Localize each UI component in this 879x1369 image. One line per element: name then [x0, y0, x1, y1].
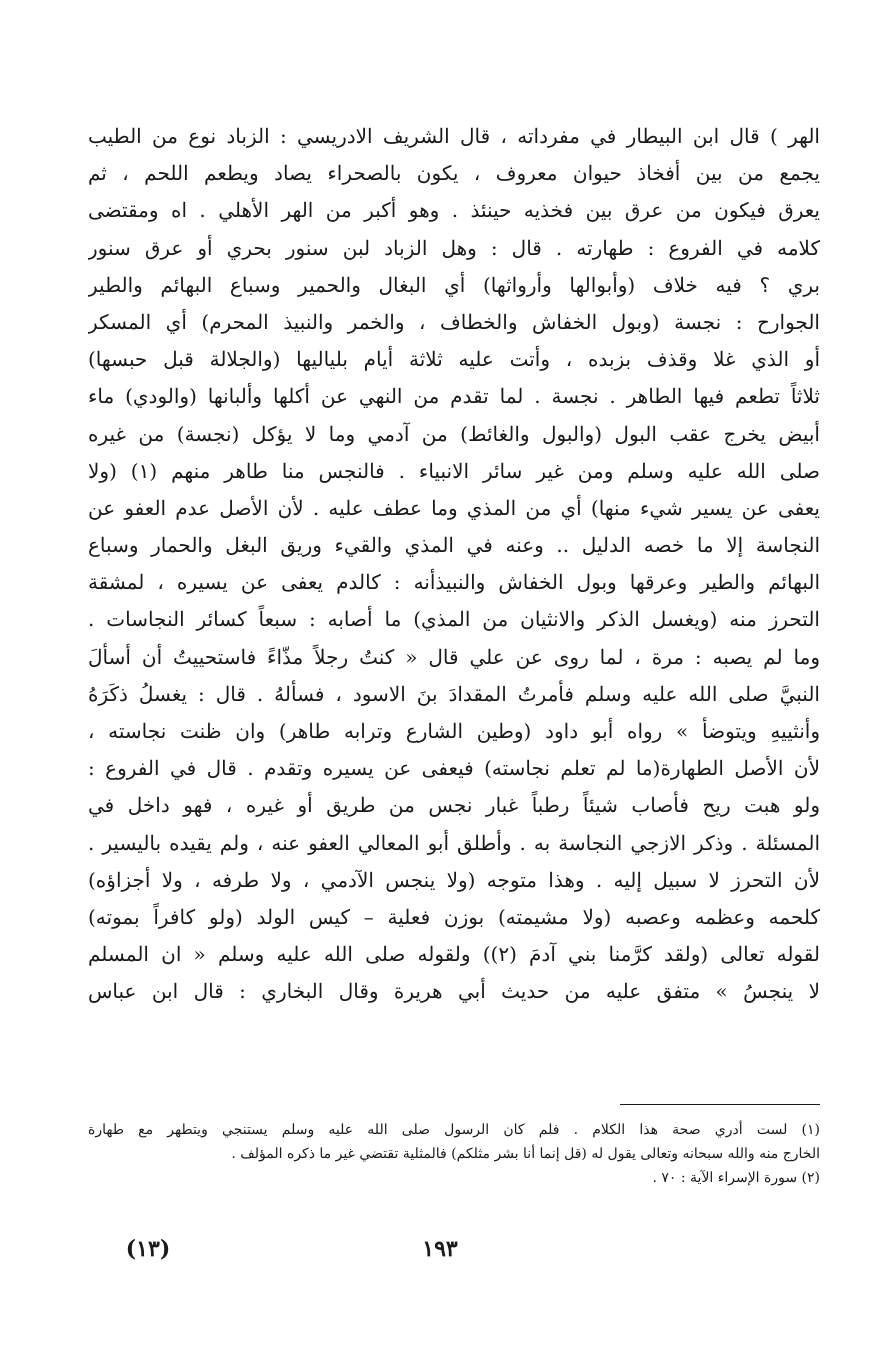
text-line: يعرق فيكون من عرق بين فخذيه حينئذ . وهو أكبر من الهر الأهلي . اه ومقتضى: [88, 198, 820, 223]
text-line: النجاسة إلا ما خصه الدليل .. وعنه في المذي والقيء وريق البغل والحمار وسباع: [88, 533, 820, 558]
text-line: لقوله تعالى (ولقد كرَّمنا بني آدمَ (٢)) ولقوله صلى الله عليه وسلم « ان المسلم: [88, 942, 820, 967]
text-line: التحرز منه (ويغسل الذكر والانثيان من المذي) ما أصابه : سبعاً كسائر النجاسات .: [88, 607, 820, 632]
text-line: لأن الأصل الطهارة(ما لم تعلم نجاسته) فيعفى عن يسيره وتقدم . قال في الفروع :: [88, 756, 820, 781]
footnote-divider: [620, 1104, 820, 1105]
footnotes: [88, 1118, 820, 1190]
text-line: وما لم يصبه : مرة ، لما روى عن علي قال « كنتُ رجلاً مذّاءً فاستحييتُ أن أسألَ: [88, 644, 820, 669]
text-line: أبيض يخرج عقب البول (والبول والغائط) من آدمي وما لا يؤكل (نجسة) من غيره: [88, 421, 820, 446]
text-line: ولو هبت ريح فأصاب شيئاً رطباً غبار نجس من طريق أو غيره ، فهو داخل في: [88, 793, 820, 818]
text-line: يجمع من بين أفخاذ حيوان معروف ، يكون بالصحراء يصاد ويطعم اللحم ، ثم: [88, 161, 820, 186]
text-line: وأنثييهِ ويتوضأ » رواه أبو داود (وطين الشارع وترابه طاهر) وان ظنت نجاسته ،: [88, 719, 820, 743]
text-line: ثلاثاً تطعم فيها الطاهر . نجسة . لما تقدم من النهي عن أكلها وألبانها (والودي) ماء: [88, 384, 820, 409]
text-line: لأن التحرز لا سبيل إليه . وهذا متوجه (ولا ينجس الآدمي ، ولا طرفه ، ولا أجزاؤه): [88, 867, 820, 892]
text-line: صلى الله عليه وسلم ومن غير سائر الانبياء . فالنجس منا طاهر منهم (١) (ولا: [88, 458, 820, 483]
text-line: النبيَّ صلى الله عليه وسلم فأمرتُ المقدادَ بنَ الاسود ، فسألهُ . قال : يغسلُ ذكَرَهُ: [88, 681, 820, 706]
text-line: كلحمه وعظمه وعصبه (ولا مشيمته) بوزن فعلية – كيس الولد (ولو كافراً بموته): [88, 904, 820, 929]
main-text: [88, 118, 820, 1011]
footnote-1-line: (١) لست أدري صحة هذا الكلام . فلم كان الرسول صلى الله عليه وسلم يستنجي ويتطهر مع طهارة: [88, 1122, 820, 1138]
footnote-2: (٢) سورة الإسراء الآية : ٧٠ .: [652, 1170, 820, 1186]
text-line: يعفى عن يسير شيء منها) أي من المذي وما عطف عليه . لأن الأصل عدم العفو عن: [88, 495, 820, 520]
text-line: بري ؟ فيه خلاف (وأبوالها وأرواثها) أي البغال والحمير وسباع البهائم والطير: [88, 272, 820, 297]
text-line: الهر ) قال ابن البيطار في مفرداته ، قال الشريف الادريسي : الزباد نوع من الطيب: [88, 124, 820, 148]
page-number: ١٩٣: [422, 1236, 458, 1262]
text-line: كلامه في الفروع : طهارته . قال : وهل الزباد لبن سنور بحري أو عرق سنور: [88, 235, 820, 260]
text-line: الجوارح : نجسة (وبول الخفاش والخطاف ، والخمر والنبيذ المحرم) أي المسكر: [88, 309, 820, 334]
text-line: أو الذي غلا وقذف بزبده ، وأتت عليه ثلاثة أيام بلياليها (والجلالة قبل حبسها): [88, 347, 820, 372]
text-line: المسئلة . وذكر الازجي النجاسة به . وأطلق أبو المعالي العفو عنه ، ولم يقيده باليسير .: [88, 830, 820, 855]
text-line: البهائم والطير وعرقها وبول الخفاش والنبيذأنه : كالدم يعفى عن يسيره ، لمشقة: [88, 570, 820, 595]
text-line: لا ينجسُ » متفق عليه من حديث أبي هريرة وقال البخاري : قال ابن عباس: [88, 979, 820, 1004]
footnote-1-continuation: الخارج منه والله سبحانه وتعالى يقول له (قل إنما أنا بشر مثلكم) فالمثلية تقتضي غير ما ذكره المؤلف .: [231, 1146, 820, 1162]
signature-mark: (١٣): [125, 1236, 171, 1262]
